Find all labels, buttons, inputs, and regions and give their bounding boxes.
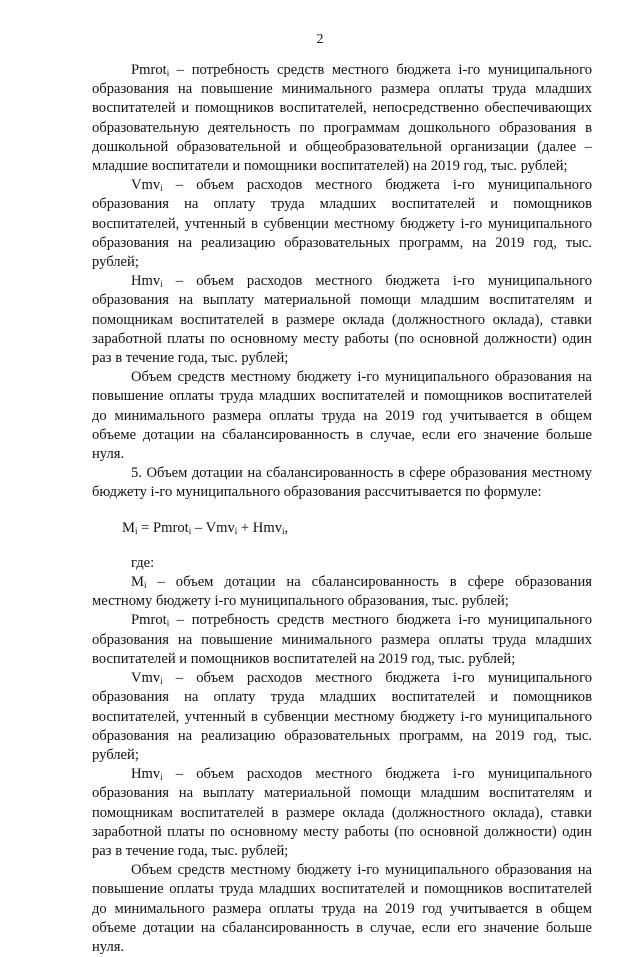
document-body xyxy=(92,61,592,957)
subscript-i: i xyxy=(160,183,163,194)
subscript-i: i xyxy=(234,525,238,536)
budget-inclusion-paragraph: Объем средств местному бюджету i-го муниципального образования на повышение оплаты труда младших воспитателей и помощников воспитателей до минимального размера оплаты труда на 2019 год учитывается в общем объеме дотации на сбалансированность в случае, если его значение больше нуля. xyxy=(92,862,592,955)
symbol-hmv: Hmv xyxy=(131,273,161,290)
symbol-pmrot: Pmrot xyxy=(131,62,167,78)
definition-text: – объем расходов местного бюджета i-го муниципального образования на оплату труда младших воспитателей и помощников воспитателей, учтенный в субвенции местному бюджету i-го муниципального образования на реализацию образовательных программ, на 2019 год, тыс. рублей; xyxy=(92,177,592,271)
where-label: где: xyxy=(131,554,155,571)
section-5-paragraph: 5. Объем дотации на сбалансированность в сфере образования местному бюджету i-го муниципального образования рассчитывается по формуле: xyxy=(92,465,592,501)
formula-lhs: M xyxy=(122,519,135,536)
formula-hmv: + Hmv xyxy=(237,519,282,536)
definition-hmv xyxy=(92,272,592,368)
formula-end: , xyxy=(284,519,289,536)
symbol-m: M xyxy=(131,574,144,591)
definition-pmrot xyxy=(92,61,592,176)
symbol-pmrot: Pmrot xyxy=(131,612,167,629)
subscript-i: i xyxy=(282,525,285,536)
definition-text: – потребность средств местного бюджета i-го муниципального образования на повышение минимального размера оплаты труда младших воспитателей и помощников воспитателей, непосредственно обеспечивающих образовательную деятельность по программам дошкольного образования в дошкольной образовательной и общеобразовательной организации (далее – младшие воспитатели и помощники воспитателей) на 2019 год, тыс. рублей; xyxy=(92,62,592,175)
definition-text: – объем дотации на сбалансированность в сфере образования местному бюджету i-го муниципального образования, тыс. рублей; xyxy=(92,574,592,610)
page-number: 2 xyxy=(316,32,324,47)
formula-vmv: – Vmv xyxy=(191,519,235,536)
subscript-i: i xyxy=(160,772,163,783)
subscript-i: i xyxy=(166,68,170,78)
subscript-i: i xyxy=(188,525,192,536)
symbol-vmv: Vmv xyxy=(131,177,161,194)
definition-pmrot xyxy=(92,611,592,669)
symbol-vmv: Vmv xyxy=(131,670,161,687)
definition-vmv xyxy=(92,176,592,272)
subscript-i: i xyxy=(143,580,147,591)
definition-text: – объем расходов местного бюджета i-го муниципального образования на выплату материальной помощи младшим воспитателям и помощникам воспитателей в размере оклада (должностного оклада), ставки заработной платы по основному месту работы (по основной должности) один раз в течение года, тыс. рублей; xyxy=(92,273,592,367)
definition-text: – объем расходов местного бюджета i-го муниципального образования на выплату материальной помощи младшим воспитателям и помощникам воспитателей в размере оклада (должностного оклада), ставки заработной платы по основному месту работы (по основной должности) один раз в течение года, тыс. рублей; xyxy=(92,766,592,859)
definition-vmv xyxy=(92,669,592,765)
definition-text: – объем расходов местного бюджета i-го муниципального образования на оплату труда младших воспитателей и помощников воспитателей, учтенный в субвенции местному бюджету i-го муниципального образования на реализацию образовательных программ, на 2019 год, тыс. рублей; xyxy=(92,670,592,763)
subscript-i: i xyxy=(160,676,163,687)
formula xyxy=(122,519,592,538)
subscript-i: i xyxy=(134,525,138,536)
definition-text: – потребность средств местного бюджета i-го муниципального образования на повышение минимального размера оплаты труда младших воспитателей и помощников воспитателей на 2019 год, тыс. рублей; xyxy=(92,612,592,667)
definition-m xyxy=(92,573,592,611)
symbol-hmv: Hmv xyxy=(131,766,161,783)
formula-pmrot: = Pmrot xyxy=(137,519,189,536)
subscript-i: i xyxy=(166,618,170,629)
budget-inclusion-paragraph: Объем средств местному бюджету i-го муниципального образования на повышение оплаты труда младших воспитателей и помощников воспитателей до минимального размера оплаты труда на 2019 год учитывается в общем объеме дотации на сбалансированность в случае, если его значение больше нуля. xyxy=(92,369,592,463)
subscript-i: i xyxy=(160,279,163,290)
definition-hmv xyxy=(92,765,592,861)
